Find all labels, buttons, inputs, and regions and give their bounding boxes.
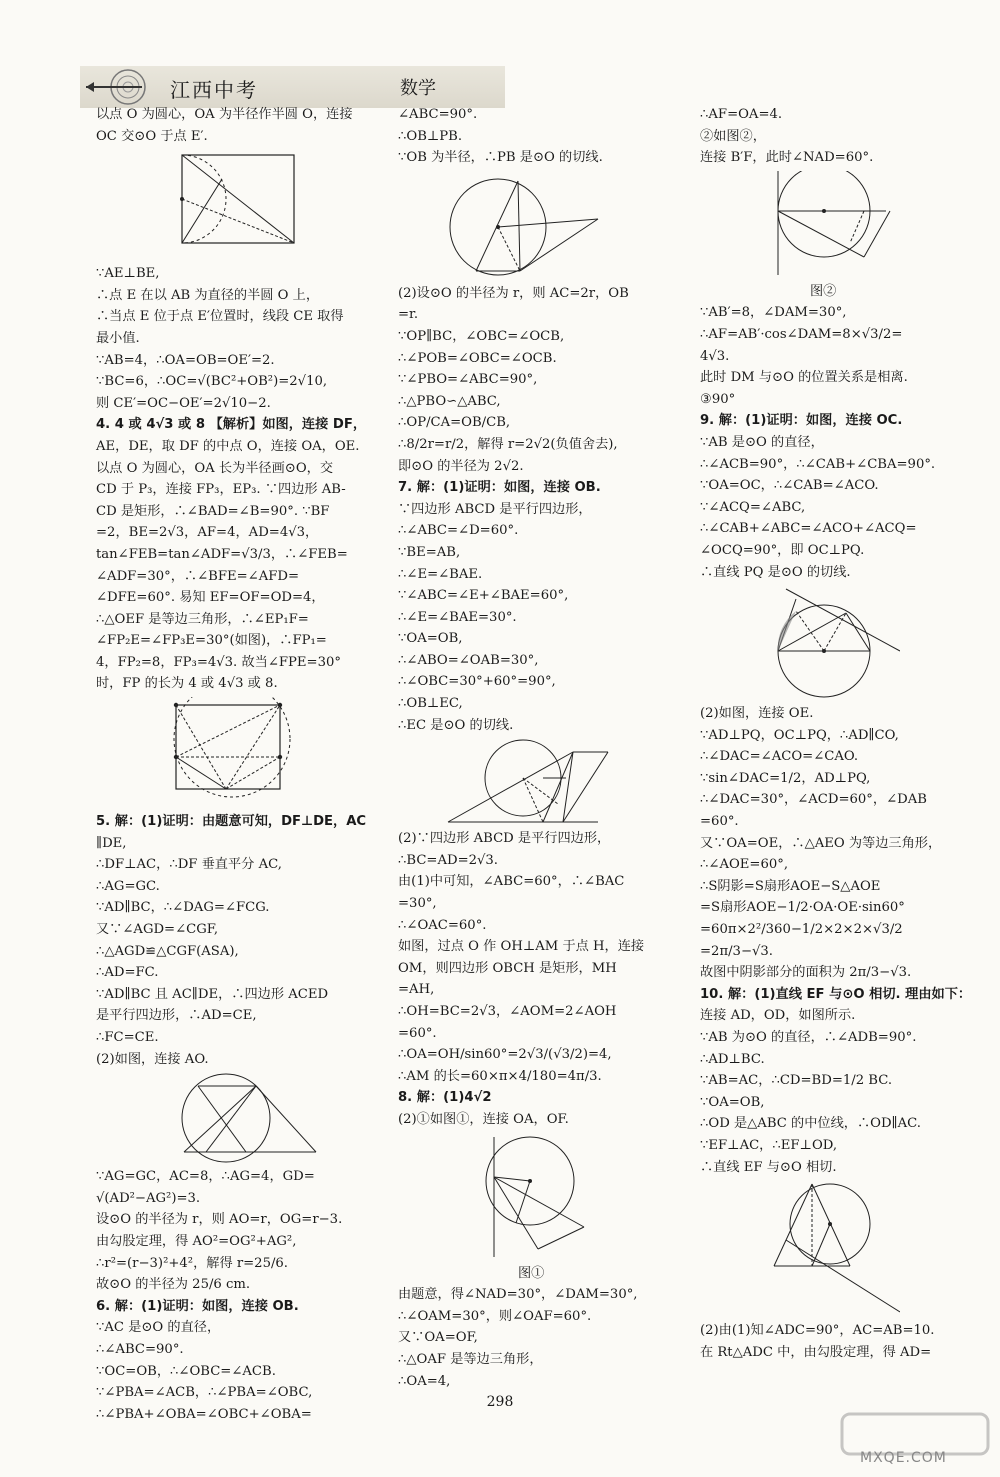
text-line: ∴OH=BC=2√3，∠AOM=2∠AOH	[398, 1004, 617, 1019]
text-line: ∵OP∥BC，∠OBC=∠OCB,	[398, 328, 565, 344]
text-line: 又∵OA=OF,	[398, 1330, 478, 1346]
header-title: 江西中考	[170, 78, 258, 102]
text-line: ∴BC=AD=2√3.	[398, 852, 498, 868]
fig-8-1-caption: 图①	[518, 1265, 545, 1281]
text-line: ∴∠OAC=60°.	[398, 917, 487, 933]
text-line: =60°.	[398, 1025, 437, 1041]
fig-8-2-caption: 图②	[810, 283, 837, 299]
figure-9	[700, 585, 900, 701]
text-line: 故⊙O 的半径为 25/6 cm.	[96, 1277, 251, 1293]
figure-circle-triangle	[96, 1072, 326, 1164]
text-line: 7. 解：(1)证明：如图，连接 OB.	[398, 480, 601, 496]
text-line: ∠FP₂E=∠FP₃E=30°(如图)，∴FP₁=	[96, 633, 327, 649]
text-line: ∴OA=4,	[398, 1373, 451, 1389]
text-line: CD 是矩形，∴∠BAD=∠B=90°. ∵BF	[96, 503, 330, 519]
text-line: ∵BE=AB,	[398, 544, 461, 560]
text-line: =S扇形AOE−1/2·OA·OE·sin60°	[700, 900, 905, 916]
text-line: OM，则四边形 OBCH 是矩形，MH	[398, 960, 617, 976]
text-line: 又∵OA=OE，∴△AEO 为等边三角形，	[700, 835, 942, 851]
text-line: ∴r²=(r−3)²+4²，解得 r=25/6.	[96, 1255, 288, 1271]
text-line: ∵AD⊥PQ，OC⊥PQ，∴AD∥CO,	[700, 727, 899, 743]
text-line: (2)如图，连接 AO.	[96, 1051, 209, 1067]
text-line: (2)如图，连接 OE.	[700, 706, 814, 722]
text-line: ∥DE,	[96, 835, 127, 851]
text-line: 在 Rt△ADC 中，由勾股定理，得 AD=	[700, 1344, 932, 1360]
text-line: ∵sin∠DAC=1/2，AD⊥PQ,	[700, 770, 871, 786]
text-line: ∵OA=OB,	[700, 1094, 765, 1110]
text-line: ∵AB′=8，∠DAM=30°,	[700, 305, 847, 321]
figure-circle-tangent	[398, 171, 618, 281]
text-line: ∵四边形 ABCD 是平行四边形，	[398, 501, 592, 517]
text-line: ∵AC 是⊙O 的直径，	[96, 1320, 221, 1336]
text-line: ∴直线 PQ 是⊙O 的切线.	[700, 564, 851, 580]
text-line: ∠ADF=30°，∴∠BFE=∠AFD=	[96, 568, 300, 584]
text-line: ∴AM 的长=60×π×4/180=4π/3.	[398, 1068, 602, 1084]
text-line: ∴OA=OH/sin60°=2√3/(√3/2)=4,	[398, 1047, 612, 1063]
text-line: 6. 解：(1)证明：如图，连接 OB.	[96, 1298, 299, 1314]
text-line: ∴∠POB=∠OBC=∠OCB.	[398, 350, 557, 366]
text-line: CD 于 P₃，连接 FP₃，EP₃. ∵四边形 AB-	[96, 482, 346, 498]
text-line: AE，DE，取 DF 的中点 O，连接 OA，OE.	[96, 438, 360, 454]
text-line: ∴AG=GC.	[96, 878, 160, 894]
text-line: 由勾股定理，得 AO²=OG²+AG²,	[96, 1233, 297, 1249]
text-line: ∴S阴影=S扇形AOE−S△AOE	[700, 878, 881, 894]
text-line: ∵AB=AC，∴CD=BD=1/2 BC.	[700, 1073, 893, 1089]
figure-parallelogram-circle	[398, 738, 628, 826]
text-line: ∴AD⊥BC.	[700, 1051, 765, 1067]
watermark-site: MXQE.COM	[860, 1450, 947, 1466]
text-line: 连接 B′F，此时∠NAD=60°.	[700, 150, 874, 166]
logo-icon	[82, 66, 154, 108]
text-line: ∴∠ABO=∠OAB=30°,	[398, 652, 539, 668]
text-line: ∴△PBO∽△ABC,	[398, 393, 501, 409]
text-line: ∵EF⊥AC，∴EF⊥OD,	[700, 1137, 838, 1153]
text-line: 连接 AD，OD，如图所示.	[700, 1008, 856, 1024]
text-line: 4. 4 或 4√3 或 8 【解析】如图，连接 DF，	[96, 417, 367, 433]
text-line: (2)①如图①，连接 OA，OF.	[398, 1111, 569, 1127]
figure-10	[700, 1180, 900, 1318]
text-line: ∴△OEF 是等边三角形，∴∠EP₁F=	[96, 611, 309, 627]
text-line: =60π×2²/360−1/2×2×2×√3/2	[700, 922, 903, 938]
text-line: ∵∠PBA=∠ACB，∴∠PBA=∠OBC,	[96, 1385, 313, 1401]
page-number: 298	[486, 1394, 514, 1410]
text-line: ∵AD∥BC 且 AC∥DE，∴四边形 ACED	[96, 986, 329, 1002]
text-line: ③90°	[700, 391, 736, 407]
figure-rectangle-circle	[96, 697, 296, 809]
text-line: ∴AF=OA=4.	[700, 107, 783, 122]
text-line: ∵BC=6，∴OC=√(BC²+OB²)=2√10,	[96, 374, 328, 390]
text-line: ∴当点 E 位于点 E′位置时，线段 CE 取得	[96, 309, 344, 325]
text-line: ∴8/2r=r/2，解得 r=2√2(负值舍去),	[398, 436, 618, 452]
text-line: 10. 解：(1)直线 EF 与⊙O 相切. 理由如下：	[700, 986, 972, 1002]
column-2	[398, 104, 678, 1392]
text-line: 8. 解：(1)4√2	[398, 1090, 492, 1106]
text-line: 5. 解：(1)证明：由题意可知，DF⊥DE，AC	[96, 814, 367, 830]
text-line: =2，BE=2√3，AF=4，AD=4√3，	[96, 525, 319, 541]
text-line: (2)∵四边形 ABCD 是平行四边形，	[398, 831, 611, 847]
text-line: ∴AF=AB′·cos∠DAM=8×√3/2=	[700, 326, 903, 342]
text-line: ∴∠ACB=90°，∴∠CAB+∠CBA=90°.	[700, 456, 936, 472]
text-line: ∴∠AOE=60°,	[700, 857, 789, 873]
text-line: 故图中阴影部分的面积为 2π/3−√3.	[700, 965, 912, 981]
text-line: ∵AD∥BC，∴∠DAG=∠FCG.	[96, 900, 270, 916]
text-line: =AH,	[398, 982, 435, 998]
text-line: ∴∠DAC=∠ACO=∠CAO.	[700, 749, 859, 765]
figure-rectangle-semicircle	[96, 149, 296, 261]
text-line: 由(1)中可知，∠ABC=60°，∴∠BAC	[398, 874, 625, 890]
text-line: ∴∠OBC=30°+60°=90°,	[398, 674, 556, 690]
text-line: 4，FP₂=8，FP₃=4√3. 故当∠FPE=30°	[96, 654, 341, 670]
text-line: ∴OD 是△ABC 的中位线，∴OD∥AC.	[700, 1116, 921, 1132]
text-line: ∴∠ABC=∠D=60°.	[398, 523, 519, 539]
text-line: =r.	[398, 307, 419, 323]
text-line: ∵AB=4，∴OA=OB=OE′=2.	[96, 352, 275, 368]
text-line: ∴∠OAM=30°，则∠OAF=60°.	[398, 1308, 592, 1324]
text-line: ∵∠PBO=∠ABC=90°,	[398, 372, 538, 388]
text-line: ∵OA=OC，∴∠CAB=∠ACO.	[700, 478, 879, 494]
text-line: ∴∠E=∠BAE.	[398, 566, 483, 582]
text-line: ∠ABC=90°.	[398, 107, 478, 122]
text-line: =60°.	[700, 814, 739, 830]
text-line: 设⊙O 的半径为 r，则 AO=r，OG=r−3.	[96, 1212, 343, 1228]
text-line: ∴△AGD≌△CGF(ASA),	[96, 943, 239, 959]
text-line: 是平行四边形，∴AD=CE,	[96, 1008, 257, 1024]
text-line: 时，FP 的长为 4 或 4√3 或 8.	[96, 676, 278, 692]
text-line: ∵AB 是⊙O 的直径，	[700, 434, 824, 450]
figure-8-2	[700, 171, 900, 279]
text-line: ∴直线 EF 与⊙O 相切.	[700, 1159, 837, 1175]
text-line: 即⊙O 的半径为 2√2.	[398, 458, 524, 474]
text-line: ∴EC 是⊙O 的切线.	[398, 717, 514, 733]
text-line: ②如图②，	[700, 128, 766, 144]
text-line: =30°,	[398, 896, 437, 912]
text-line: ∴OB⊥EC,	[398, 696, 463, 712]
column-1	[96, 104, 381, 1425]
text-line: tan∠FEB=tan∠ADF=√3/3，∴∠FEB=	[96, 546, 348, 562]
text-line: (2)设⊙O 的半径为 r，则 AC=2r，OB	[398, 285, 629, 301]
header-subject: 数学	[400, 78, 436, 99]
text-line: ∴点 E 在以 AB 为直径的半圆 O 上，	[96, 287, 320, 303]
text-line: ∵OB 为半径，∴PB 是⊙O 的切线.	[398, 150, 603, 166]
text-line: 由题意，得∠NAD=30°，∠DAM=30°,	[398, 1287, 638, 1303]
text-line: ∴OB⊥PB.	[398, 128, 463, 144]
text-line: =2π/3−√3.	[700, 943, 773, 959]
text-line: ∵AG=GC，AC=8，∴AG=4，GD=	[96, 1169, 315, 1185]
text-line: ∴∠CAB+∠ABC=∠ACO+∠ACQ=	[700, 521, 917, 537]
text-line: 9. 解：(1)证明：如图，连接 OC.	[700, 413, 903, 429]
text-line: 以点 O 为圆心，OA 长为半径画⊙O，交	[96, 460, 334, 476]
text-line: ∴∠DAC=30°，∠ACD=60°，∠DAB	[700, 792, 927, 808]
text-line: ∴AD=FC.	[96, 965, 159, 981]
text-line: ∵AE⊥BE,	[96, 266, 160, 282]
figure-8-1	[398, 1133, 598, 1261]
column-3	[700, 104, 990, 1363]
text-line: OC 交⊙O 于点 E′.	[96, 128, 208, 144]
text-line: √(AD²−AG²)=3.	[96, 1190, 201, 1206]
text-line: (2)由(1)知∠ADC=90°，AC=AB=10.	[700, 1323, 935, 1339]
text-line: ∴OP/CA=OB/CB,	[398, 415, 511, 431]
text-line: ∵AB 为⊙O 的直径，∴∠ADB=90°.	[700, 1030, 917, 1045]
text-line: 最小值.	[96, 330, 140, 346]
text-line: ∴∠ABC=90°.	[96, 1341, 184, 1357]
text-line: ∴DF⊥AC，∴DF 垂直平分 AC,	[96, 857, 282, 873]
text-line: ∴∠PBA+∠OBA=∠OBC+∠OBA=	[96, 1406, 312, 1422]
text-line: 以点 O 为圆心，OA 为半径作半圆 O，连接	[96, 107, 353, 122]
text-line: 此时 DM 与⊙O 的位置关系是相离.	[700, 370, 908, 386]
text-line: ∠DFE=60°. 易知 EF=OF=OD=4，	[96, 590, 325, 606]
text-line: ∴△OAF 是等边三角形，	[398, 1351, 543, 1367]
text-line: ∠OCQ=90°，即 OC⊥PQ.	[700, 542, 865, 558]
text-line: ∵∠ACQ=∠ABC,	[700, 499, 806, 515]
text-line: 又∵∠AGD=∠CGF,	[96, 922, 219, 938]
text-line: ∴∠E=∠BAE=30°.	[398, 609, 517, 625]
text-line: 如图，过点 O 作 OH⊥AM 于点 H，连接	[398, 939, 645, 955]
text-line: 则 CE′=OC−OE′=2√10−2.	[96, 395, 271, 411]
text-line: ∵OC=OB，∴∠OBC=∠ACB.	[96, 1363, 276, 1379]
text-line: 4√3.	[700, 348, 730, 364]
text-line: ∴FC=CE.	[96, 1030, 159, 1045]
text-line: ∵OA=OB,	[398, 631, 463, 647]
text-line: ∵∠ABC=∠E+∠BAE=60°,	[398, 588, 569, 604]
